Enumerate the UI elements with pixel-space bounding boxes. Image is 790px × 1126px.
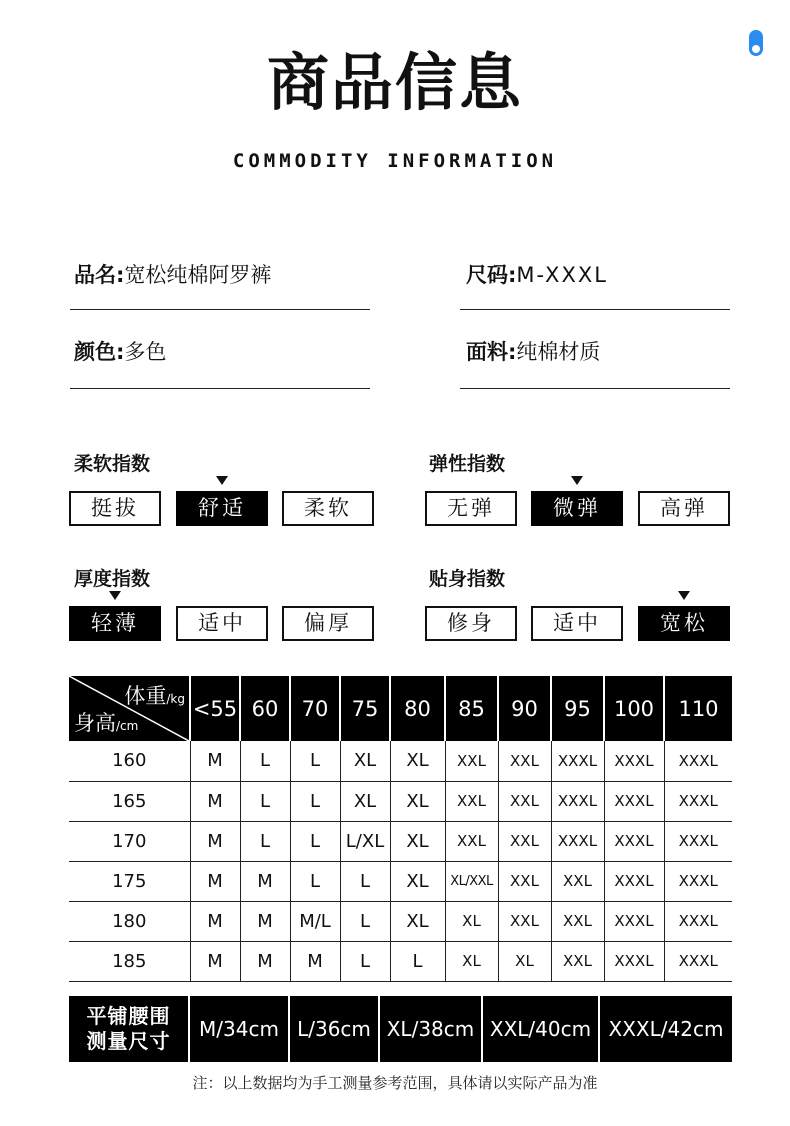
size-cell: L	[240, 821, 290, 861]
thickness-option-selected: 轻薄	[69, 606, 161, 641]
thickness-option: 偏厚	[282, 606, 374, 641]
size-cell: L	[290, 741, 340, 781]
weight-header: 70	[290, 676, 340, 741]
size-cell: XXL	[498, 821, 551, 861]
size-cell: XXXL	[551, 781, 604, 821]
size-cell: XL	[390, 901, 445, 941]
info-size-key: 尺码:	[466, 263, 517, 287]
weight-header: 110	[664, 676, 732, 741]
info-fabric-key: 面料:	[466, 340, 517, 364]
info-color	[74, 342, 166, 363]
size-cell: L	[340, 861, 390, 901]
softness-option-selected: 舒适	[176, 491, 268, 526]
waist-value: XXL/40cm	[483, 996, 600, 1062]
weight-header: 80	[390, 676, 445, 741]
size-cell: L	[290, 861, 340, 901]
height-label: 身高/cm	[74, 711, 139, 735]
fit-option: 适中	[531, 606, 623, 641]
size-cell: XL	[340, 741, 390, 781]
size-cell: M	[290, 941, 340, 981]
size-cell: XXXL	[664, 781, 732, 821]
size-cell: XXXL	[664, 861, 732, 901]
thickness-option: 适中	[176, 606, 268, 641]
weight-header: 85	[445, 676, 498, 741]
weight-header: 60	[240, 676, 290, 741]
thickness-title: 厚度指数	[74, 568, 151, 590]
elasticity-option-selected: 微弹	[531, 491, 623, 526]
info-color-value: 多色	[124, 340, 167, 364]
size-cell: M	[240, 861, 290, 901]
weight-header: 100	[604, 676, 664, 741]
size-cell: XXXL	[604, 941, 664, 981]
size-cell: XXL	[445, 781, 498, 821]
size-cell: XXXL	[604, 741, 664, 781]
size-cell: XL	[445, 941, 498, 981]
size-cell: M	[190, 861, 240, 901]
size-cell: M/L	[290, 901, 340, 941]
size-cell: XXXL	[664, 941, 732, 981]
elasticity-option: 无弹	[425, 491, 517, 526]
divider	[70, 309, 370, 310]
size-cell: M	[190, 941, 240, 981]
fit-option-selected: 宽松	[638, 606, 730, 641]
size-cell: XXL	[551, 901, 604, 941]
size-cell: XXL	[445, 821, 498, 861]
size-cell: XL	[498, 941, 551, 981]
weight-header: 95	[551, 676, 604, 741]
fit-marker-icon	[678, 591, 690, 600]
waist-value: XXXL/42cm	[608, 1017, 724, 1041]
elasticity-option: 高弹	[638, 491, 730, 526]
size-cell: L/XL	[340, 821, 390, 861]
size-cell: L	[240, 741, 290, 781]
height-cell: 160	[69, 741, 190, 781]
size-cell: XL	[390, 741, 445, 781]
size-cell: M	[190, 821, 240, 861]
size-cell: L	[240, 781, 290, 821]
size-cell: L	[340, 901, 390, 941]
size-cell: XXXL	[604, 861, 664, 901]
size-cell: XL	[390, 821, 445, 861]
waist-label: 平铺腰围 测量尺寸	[69, 996, 190, 1062]
waist-value: M/34cm	[190, 996, 290, 1062]
size-chart-table	[69, 676, 732, 982]
height-cell: 170	[69, 821, 190, 861]
waist-measurement-table	[69, 996, 732, 1062]
size-cell: L	[290, 821, 340, 861]
size-cell: M	[190, 741, 240, 781]
elasticity-title: 弹性指数	[429, 453, 506, 475]
info-fabric-value: 纯棉材质	[516, 340, 601, 364]
page-subtitle: COMMODITY INFORMATION	[232, 150, 558, 172]
info-size-value: M-XXXL	[516, 263, 608, 287]
height-cell: 165	[69, 781, 190, 821]
fit-option: 修身	[425, 606, 517, 641]
size-cell: XXL	[498, 861, 551, 901]
weight-header: <55	[190, 676, 240, 741]
weight-header: 75	[340, 676, 390, 741]
elasticity-marker-icon	[571, 476, 583, 485]
size-cell: XXXL	[664, 901, 732, 941]
size-cell: M	[240, 901, 290, 941]
size-cell: L	[340, 941, 390, 981]
info-name-key: 品名:	[74, 263, 125, 287]
fit-title: 贴身指数	[429, 568, 506, 590]
size-cell: M	[190, 781, 240, 821]
size-cell: XXL	[498, 741, 551, 781]
weight-header: 90	[498, 676, 551, 741]
size-cell: XXXL	[664, 821, 732, 861]
height-cell: 175	[69, 861, 190, 901]
thickness-marker-icon	[109, 591, 121, 600]
height-cell: 180	[69, 901, 190, 941]
table-row	[69, 741, 732, 781]
softness-option: 柔软	[282, 491, 374, 526]
size-cell: XL	[445, 901, 498, 941]
softness-marker-icon	[216, 476, 228, 485]
divider	[460, 309, 730, 310]
table-row	[69, 861, 732, 901]
size-cell: XXXL	[604, 901, 664, 941]
info-fabric	[466, 342, 600, 363]
size-cell: XXXL	[604, 821, 664, 861]
page-title: 商品信息	[266, 46, 523, 119]
size-cell: XL	[390, 781, 445, 821]
size-cell: XL/XXL	[445, 861, 498, 901]
table-row	[69, 941, 732, 981]
size-cell: XXXL	[551, 821, 604, 861]
size-cell: L	[390, 941, 445, 981]
softness-title: 柔软指数	[74, 453, 151, 475]
table-row	[69, 901, 732, 941]
size-cell: M	[190, 901, 240, 941]
footnote: 注：以上数据均为手工测量参考范围，具体请以实际产品为准	[192, 1074, 598, 1092]
size-cell: XL	[340, 781, 390, 821]
size-cell: XXL	[551, 941, 604, 981]
size-cell: XXXL	[551, 741, 604, 781]
divider	[460, 388, 730, 389]
waist-value: L/36cm	[290, 996, 380, 1062]
info-name-value: 宽松纯棉阿罗裤	[124, 263, 272, 287]
info-color-key: 颜色:	[74, 340, 125, 364]
size-cell: L	[290, 781, 340, 821]
size-cell: M	[240, 941, 290, 981]
divider	[70, 388, 370, 389]
size-cell: XXL	[551, 861, 604, 901]
size-cell: XXL	[498, 781, 551, 821]
height-cell: 185	[69, 941, 190, 981]
weight-label: 体重/kg	[124, 684, 185, 708]
table-corner-cell	[69, 676, 190, 741]
size-cell: XXXL	[604, 781, 664, 821]
size-cell: XXL	[498, 901, 551, 941]
waist-value: XL/38cm	[380, 996, 483, 1062]
table-row	[69, 821, 732, 861]
softness-option: 挺拔	[69, 491, 161, 526]
size-cell: XL	[390, 861, 445, 901]
size-cell: XXL	[445, 741, 498, 781]
table-row	[69, 781, 732, 821]
info-name	[74, 265, 271, 286]
info-size	[466, 265, 608, 286]
size-cell: XXXL	[664, 741, 732, 781]
size-table-header	[69, 676, 732, 741]
